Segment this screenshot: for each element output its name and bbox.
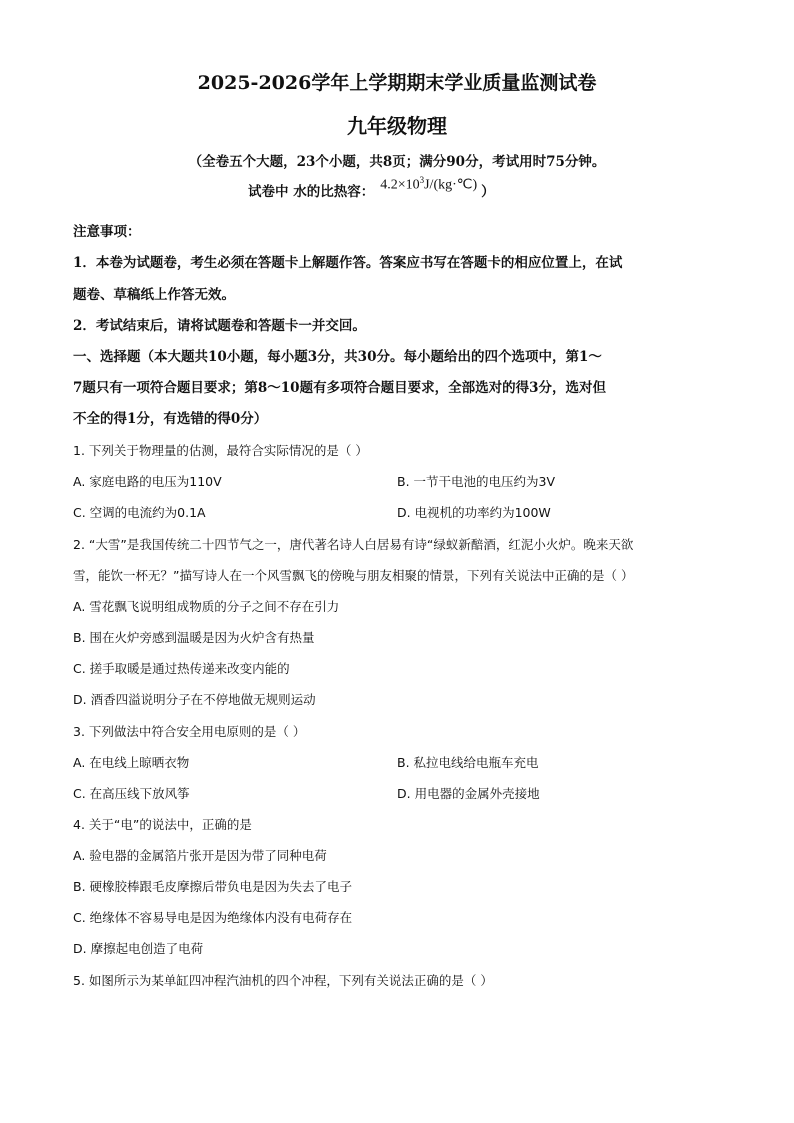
q4-option-a: A. 验电器的金属箔片张开是因为带了同种电荷 — [73, 848, 327, 863]
notes-heading: 注意事项： — [73, 224, 141, 240]
q1-option-b: B. 一节干电池的电压约为3V — [397, 474, 556, 489]
q3-stem: 3. 下列做法中符合安全用电原则的是（ ） — [73, 724, 306, 739]
section-1-line-1: 一、选择题（本大题共10小题，每小题3分，共30分。每小题给出的四个选项中，第1～ — [73, 349, 602, 365]
q2-option-a: A. 雪花飘飞说明组成物质的分子之间不存在引力 — [73, 599, 340, 614]
heat-capacity-suffix: ） — [481, 184, 495, 200]
note-2: 2．考试结束后，请将试题卷和答题卡一并交回。 — [73, 318, 366, 334]
q2-option-c: C. 搓手取暖是通过热传递来改变内能的 — [73, 661, 290, 676]
q2-option-b: B. 围在火炉旁感到温暖是因为火炉含有热量 — [73, 630, 315, 645]
q3-option-a: A. 在电线上晾晒衣物 — [73, 755, 190, 770]
q4-option-d: D. 摩擦起电创造了电荷 — [73, 941, 204, 956]
q2-stem-line-2: 雪，能饮一杯无？”描写诗人在一个风雪飘飞的傍晚与朋友相聚的情景，下列有关说法中正确的是（ ） — [73, 568, 634, 583]
q2-stem-line-1: 2. “大雪”是我国传统二十四节气之一，唐代著名诗人白居易有诗“绿蚁新醅酒，红泥小火炉。晚来天欲 — [73, 537, 634, 552]
note-1-line-1: 1．本卷为试题卷，考生必须在答题卡上解题作答。答案应书写在答题卡的相应位置上，在试 — [73, 255, 623, 271]
heat-capacity-formula — [380, 175, 477, 194]
heat-unit: J/(kg·℃) — [424, 178, 478, 193]
heat-capacity-line — [248, 175, 495, 200]
q1-stem: 1. 下列关于物理量的估测，最符合实际情况的是（ ） — [73, 443, 368, 458]
q3-option-c: C. 在高压线下放风筝 — [73, 786, 190, 801]
q1-option-c: C. 空调的电流约为0.1A — [73, 505, 206, 520]
exam-subject: 九年级物理 — [347, 114, 447, 138]
heat-value: 4.2×10 — [380, 178, 420, 193]
q1-option-a: A. 家庭电路的电压为110V — [73, 474, 222, 489]
q4-option-b: B. 硬橡胶棒跟毛皮摩擦后带负电是因为失去了电子 — [73, 879, 353, 894]
q1-option-d: D. 电视机的功率约为100W — [397, 505, 551, 520]
exam-title: 2025-2026学年上学期期末学业质量监测试卷 — [197, 72, 597, 94]
section-1-line-3: 不全的得1分，有选错的得0分） — [73, 411, 268, 427]
heat-capacity-label: 试卷中 水的比热容： — [248, 184, 375, 200]
q4-stem: 4. 关于“电”的说法中，正确的是 — [73, 817, 252, 832]
heat-exponent: 3 — [419, 175, 425, 186]
q3-option-b: B. 私拉电线给电瓶车充电 — [397, 755, 539, 770]
q4-option-c: C. 绝缘体不容易导电是因为绝缘体内没有电荷存在 — [73, 910, 353, 925]
section-1-line-2: 7题只有一项符合题目要求；第8～10题有多项符合题目要求，全部选对的得3分，选对但 — [73, 380, 606, 396]
q2-option-d: D. 酒香四溢说明分子在不停地做无规则运动 — [73, 692, 316, 707]
q3-option-d: D. 用电器的金属外壳接地 — [397, 786, 540, 801]
note-1-line-2: 题卷、草稿纸上作答无效。 — [73, 287, 235, 303]
q5-stem: 5. 如图所示为某单缸四冲程汽油机的四个冲程，下列有关说法正确的是（ ） — [73, 973, 493, 988]
exam-info: （全卷五个大题，23个小题，共8页；满分90分，考试用时75分钟。 — [188, 154, 606, 170]
